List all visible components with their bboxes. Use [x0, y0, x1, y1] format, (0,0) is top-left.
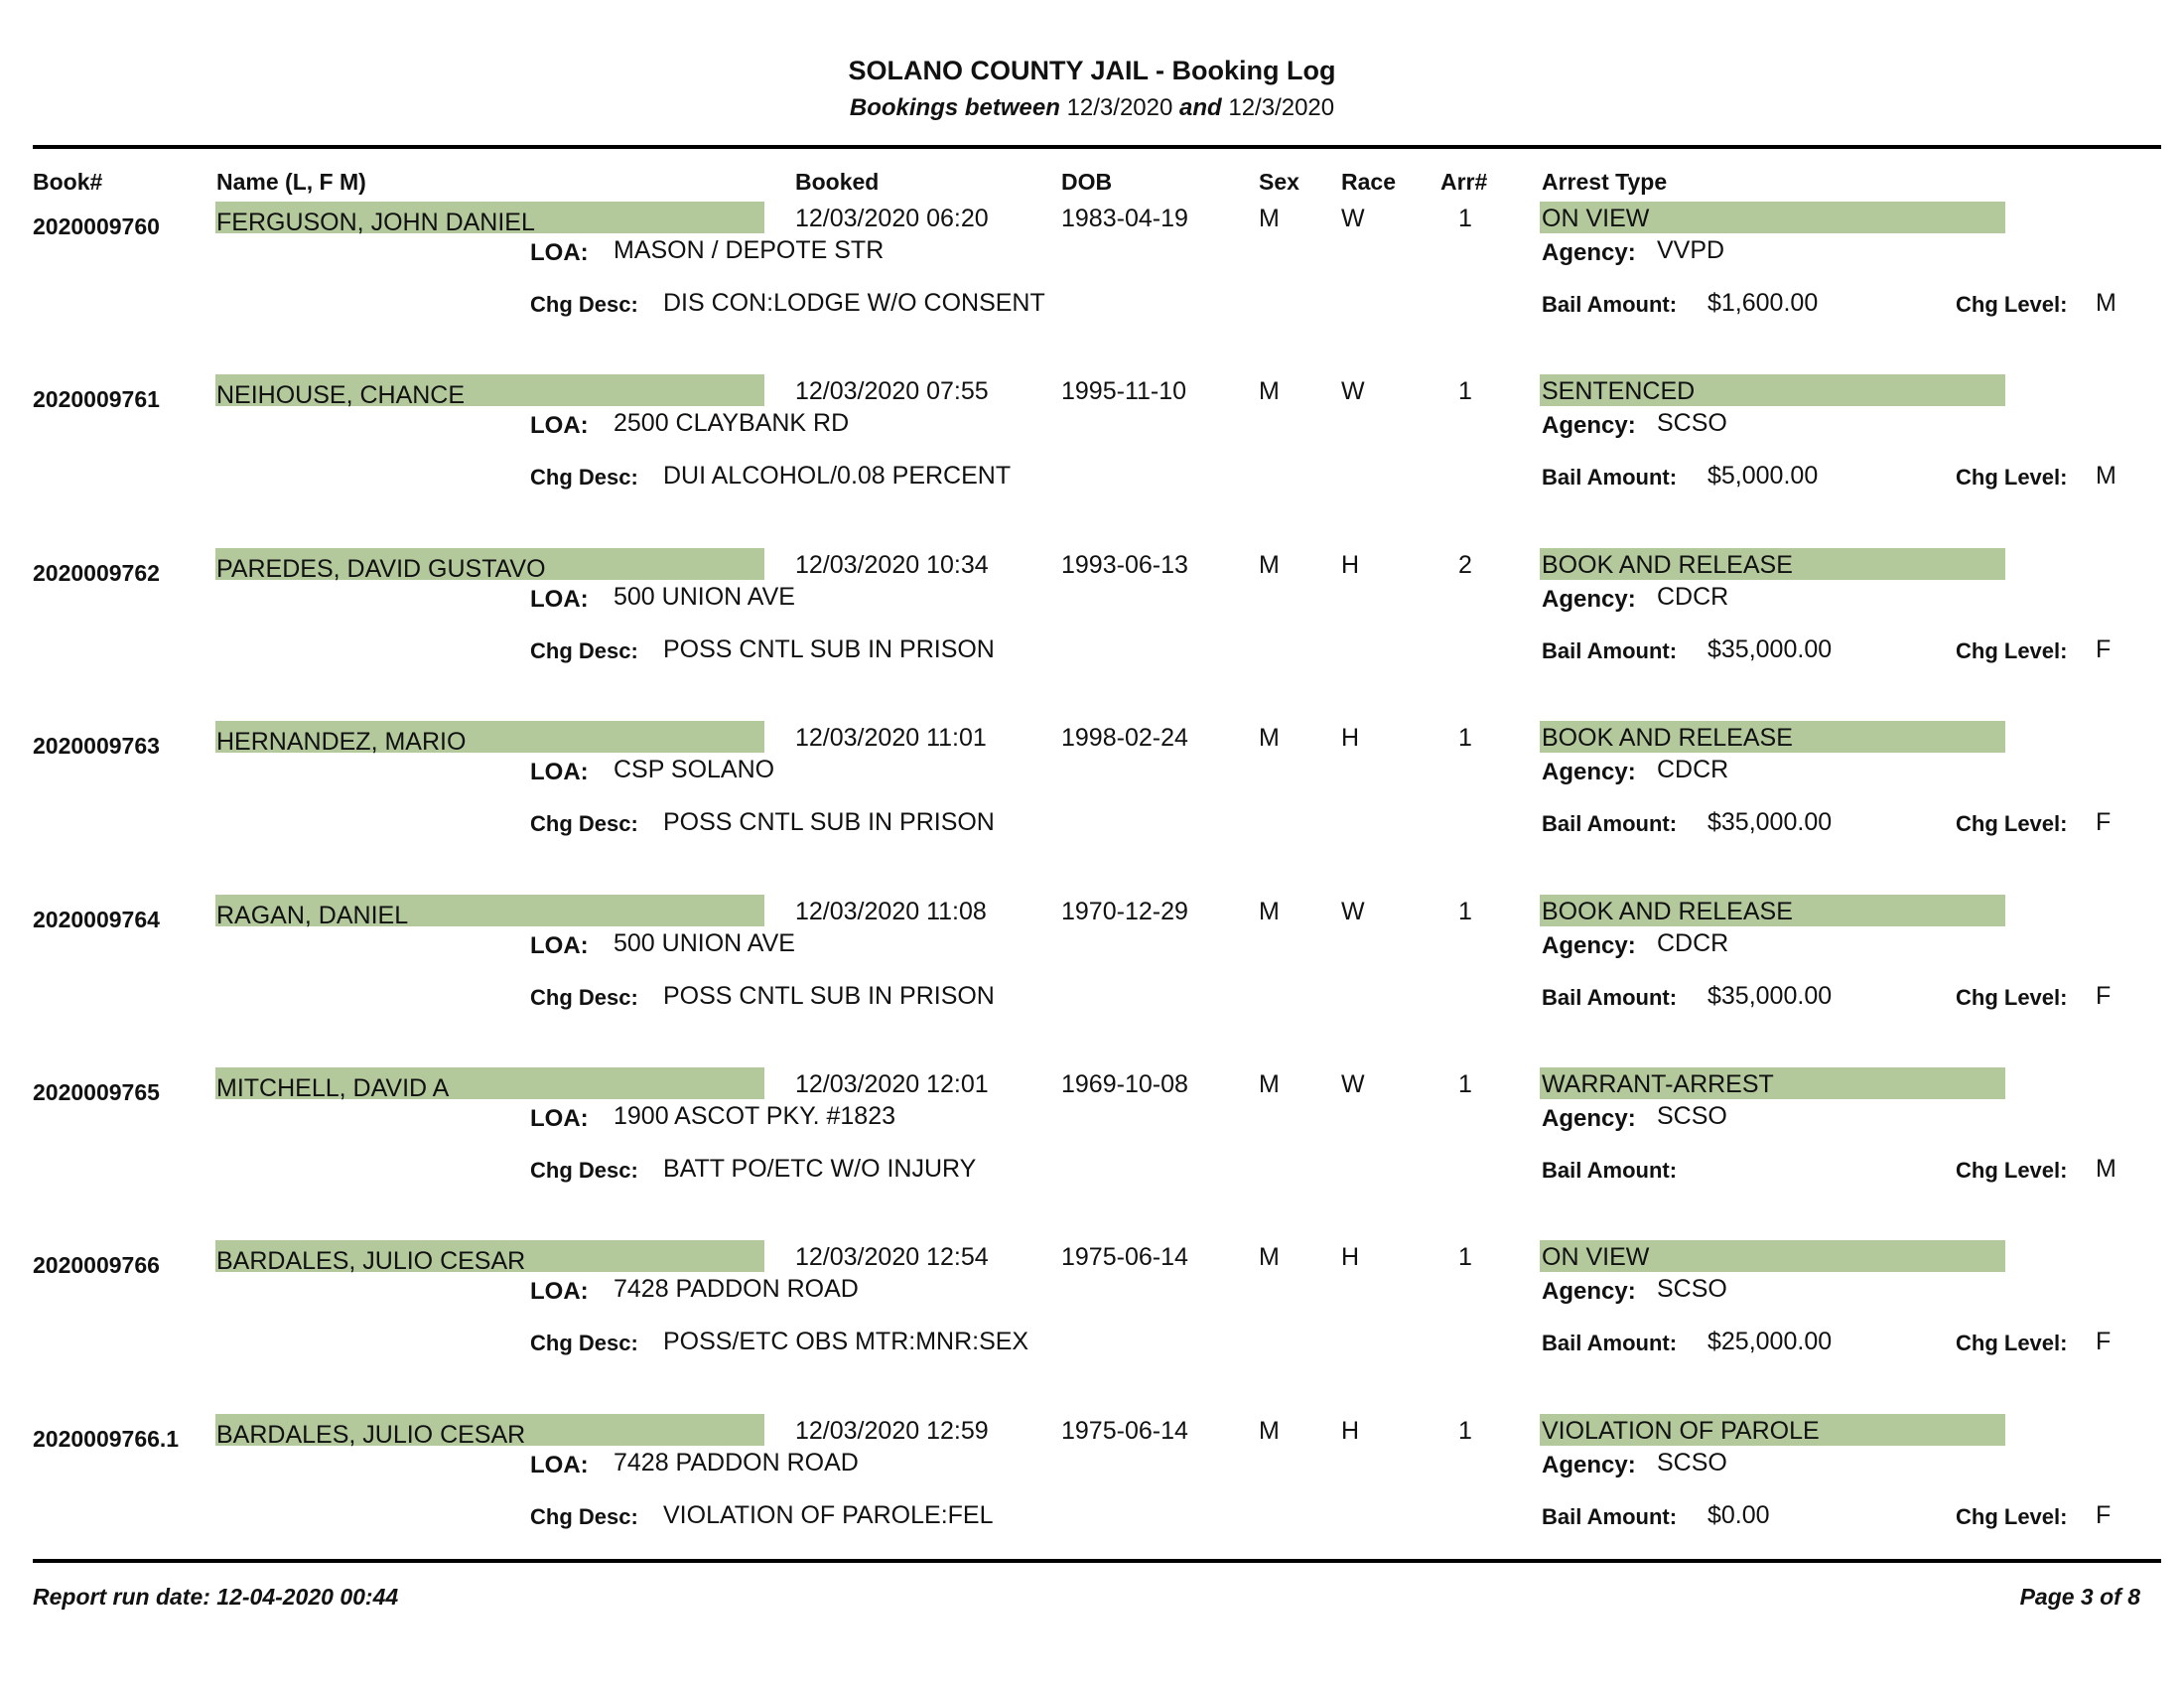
booking-record	[0, 895, 2184, 1067]
charge-level-label: Chg Level:	[1956, 811, 2068, 837]
booking-record	[0, 548, 2184, 721]
arrest-count: 1	[1458, 205, 1472, 232]
charge-desc-label: Chg Desc:	[530, 465, 638, 491]
sex: M	[1259, 205, 1280, 232]
bottom-divider	[33, 1559, 2161, 1563]
book-number: 2020009763	[33, 733, 160, 760]
date-of-birth: 1995-11-10	[1061, 377, 1187, 406]
charge-level: F	[2096, 1500, 2112, 1529]
col-header-dob: DOB	[1061, 169, 1113, 195]
charge-description: DUI ALCOHOL/0.08 PERCENT	[663, 462, 1012, 491]
booking-record	[0, 1067, 2184, 1240]
booked-datetime: 12/03/2020 07:55	[795, 377, 989, 406]
charge-desc-label: Chg Desc:	[530, 292, 638, 317]
race: W	[1341, 205, 1365, 232]
bail-amount: $35,000.00	[1707, 808, 1833, 837]
report-subtitle	[0, 94, 2184, 122]
booking-record	[0, 721, 2184, 894]
date-from: 12/3/2020	[1066, 94, 1173, 121]
race: W	[1341, 1070, 1365, 1098]
agency: CDCR	[1657, 582, 1729, 611]
booked-datetime: 12/03/2020 10:34	[795, 550, 989, 579]
agency-label: Agency:	[1542, 585, 1636, 613]
page-number: Page 3 of 8	[2019, 1584, 2140, 1610]
charge-description: POSS CNTL SUB IN PRISON	[663, 981, 995, 1010]
charge-level-label: Chg Level:	[1956, 465, 2068, 491]
arrest-type: BOOK AND RELEASE	[1542, 897, 1793, 925]
charge-level: F	[2096, 1328, 2112, 1356]
race: W	[1341, 377, 1365, 406]
agency: CDCR	[1657, 928, 1729, 957]
charge-description: POSS/ETC OBS MTR:MNR:SEX	[663, 1328, 1029, 1356]
loa-label: LOA:	[530, 1278, 589, 1306]
bail-label: Bail Amount:	[1542, 637, 1678, 663]
agency-label: Agency:	[1542, 1451, 1636, 1478]
charge-description: VIOLATION OF PAROLE:FEL	[663, 1500, 994, 1529]
loa-label: LOA:	[530, 931, 589, 959]
arrest-type: BOOK AND RELEASE	[1542, 724, 1793, 753]
charge-description: DIS CON:LODGE W/O CONSENT	[663, 289, 1045, 317]
inmate-name: BARDALES, JULIO CESAR	[216, 1420, 526, 1449]
inmate-name: RAGAN, DANIEL	[216, 901, 409, 929]
book-number: 2020009765	[33, 1079, 160, 1105]
book-number: 2020009760	[33, 213, 160, 239]
agency-label: Agency:	[1542, 931, 1636, 959]
location-of-arrest: MASON / DEPOTE STR	[614, 236, 885, 264]
bail-amount: $35,000.00	[1707, 981, 1833, 1010]
bail-label: Bail Amount:	[1542, 465, 1678, 491]
booked-datetime: 12/03/2020 06:20	[795, 205, 989, 232]
inmate-name: NEIHOUSE, CHANCE	[216, 381, 466, 410]
bail-label: Bail Amount:	[1542, 811, 1678, 837]
book-number: 2020009764	[33, 906, 160, 932]
inmate-name: HERNANDEZ, MARIO	[216, 728, 467, 757]
agency: SCSO	[1657, 409, 1727, 438]
date-of-birth: 1975-06-14	[1061, 1416, 1188, 1445]
race: W	[1341, 897, 1365, 925]
booking-record	[0, 1240, 2184, 1413]
inmate-name: MITCHELL, DAVID A	[216, 1074, 450, 1102]
charge-level: F	[2096, 981, 2112, 1010]
report-title: SOLANO COUNTY JAIL - Booking Log	[848, 56, 1336, 85]
charge-level-label: Chg Level:	[1956, 637, 2068, 663]
bail-amount: $1,600.00	[1707, 289, 1819, 317]
arrest-count: 1	[1458, 724, 1472, 753]
bail-amount: $25,000.00	[1707, 1328, 1833, 1356]
charge-level-label: Chg Level:	[1956, 1503, 2068, 1529]
subtitle-prefix: Bookings between	[849, 94, 1060, 121]
col-header-arr: Arr#	[1440, 169, 1488, 195]
date-of-birth: 1993-06-13	[1061, 550, 1188, 579]
location-of-arrest: 7428 PADDON ROAD	[614, 1448, 859, 1477]
bail-label: Bail Amount:	[1542, 1331, 1678, 1356]
charge-level: M	[2096, 1155, 2116, 1183]
location-of-arrest: 1900 ASCOT PKY. #1823	[614, 1102, 896, 1130]
date-of-birth: 1983-04-19	[1061, 205, 1188, 232]
date-of-birth: 1975-06-14	[1061, 1243, 1188, 1272]
col-header-sex: Sex	[1259, 169, 1299, 195]
charge-desc-label: Chg Desc:	[530, 984, 638, 1010]
bail-amount: $5,000.00	[1707, 462, 1819, 491]
booked-datetime: 12/03/2020 12:54	[795, 1243, 989, 1272]
charge-desc-label: Chg Desc:	[530, 1158, 638, 1183]
date-of-birth: 1998-02-24	[1061, 724, 1188, 753]
loa-label: LOA:	[530, 1451, 589, 1478]
arrest-count: 2	[1458, 550, 1472, 579]
arrest-type: SENTENCED	[1542, 377, 1696, 406]
col-header-name: Name (L, F M)	[216, 169, 366, 195]
sex: M	[1259, 1070, 1280, 1098]
charge-desc-label: Chg Desc:	[530, 637, 638, 663]
charge-description: POSS CNTL SUB IN PRISON	[663, 808, 995, 837]
book-number: 2020009761	[33, 386, 160, 413]
charge-description: BATT PO/ETC W/O INJURY	[663, 1155, 977, 1183]
bail-label: Bail Amount:	[1542, 984, 1678, 1010]
agency: SCSO	[1657, 1102, 1727, 1130]
loa-label: LOA:	[530, 239, 589, 266]
col-header-book: Book#	[33, 169, 103, 195]
arrest-count: 1	[1458, 897, 1472, 925]
charge-description: POSS CNTL SUB IN PRISON	[663, 634, 995, 663]
agency-label: Agency:	[1542, 239, 1636, 266]
charge-desc-label: Chg Desc:	[530, 1503, 638, 1529]
arrest-count: 1	[1458, 1070, 1472, 1098]
col-header-race: Race	[1341, 169, 1396, 195]
charge-level-label: Chg Level:	[1956, 292, 2068, 317]
sex: M	[1259, 724, 1280, 753]
location-of-arrest: 7428 PADDON ROAD	[614, 1275, 859, 1304]
agency: SCSO	[1657, 1448, 1727, 1477]
bail-label: Bail Amount:	[1542, 292, 1678, 317]
col-header-booked: Booked	[795, 169, 880, 195]
date-to: 12/3/2020	[1228, 94, 1335, 121]
sex: M	[1259, 1243, 1280, 1272]
loa-label: LOA:	[530, 759, 589, 786]
charge-level: M	[2096, 289, 2116, 317]
agency-label: Agency:	[1542, 1278, 1636, 1306]
date-of-birth: 1970-12-29	[1061, 897, 1188, 925]
agency: CDCR	[1657, 756, 1729, 784]
agency: VVPD	[1657, 236, 1725, 264]
arrest-count: 1	[1458, 1243, 1472, 1272]
arrest-count: 1	[1458, 1416, 1472, 1445]
subtitle-and: and	[1179, 94, 1222, 121]
book-number: 2020009766.1	[33, 1425, 180, 1452]
agency-label: Agency:	[1542, 759, 1636, 786]
report-run-date: Report run date: 12-04-2020 00:44	[33, 1584, 399, 1610]
location-of-arrest: 2500 CLAYBANK RD	[614, 409, 850, 438]
sex: M	[1259, 897, 1280, 925]
sex: M	[1259, 1416, 1280, 1445]
race: H	[1341, 1243, 1360, 1272]
bail-amount: $0.00	[1707, 1500, 1770, 1529]
arrest-type: ON VIEW	[1542, 205, 1650, 232]
loa-label: LOA:	[530, 585, 589, 613]
loa-label: LOA:	[530, 412, 589, 440]
booked-datetime: 12/03/2020 12:59	[795, 1416, 989, 1445]
charge-level-label: Chg Level:	[1956, 984, 2068, 1010]
inmate-name: PAREDES, DAVID GUSTAVO	[216, 554, 546, 583]
charge-level-label: Chg Level:	[1956, 1331, 2068, 1356]
charge-level: F	[2096, 634, 2112, 663]
booked-datetime: 12/03/2020 11:01	[795, 724, 987, 753]
location-of-arrest: 500 UNION AVE	[614, 582, 795, 611]
charge-desc-label: Chg Desc:	[530, 811, 638, 837]
bail-label: Bail Amount:	[1542, 1503, 1678, 1529]
arrest-type: VIOLATION OF PAROLE	[1542, 1416, 1820, 1445]
date-of-birth: 1969-10-08	[1061, 1070, 1188, 1098]
arrest-type: WARRANT-ARREST	[1542, 1070, 1774, 1098]
arrest-count: 1	[1458, 377, 1472, 406]
agency-label: Agency:	[1542, 412, 1636, 440]
sex: M	[1259, 550, 1280, 579]
bail-amount: $35,000.00	[1707, 634, 1833, 663]
booked-datetime: 12/03/2020 11:08	[795, 897, 987, 925]
charge-level: M	[2096, 462, 2116, 491]
charge-level-label: Chg Level:	[1956, 1158, 2068, 1183]
agency: SCSO	[1657, 1275, 1727, 1304]
arrest-type: ON VIEW	[1542, 1243, 1650, 1272]
booked-datetime: 12/03/2020 12:01	[795, 1070, 989, 1098]
race: H	[1341, 1416, 1360, 1445]
location-of-arrest: 500 UNION AVE	[614, 928, 795, 957]
book-number: 2020009762	[33, 559, 160, 586]
charge-desc-label: Chg Desc:	[530, 1331, 638, 1356]
sex: M	[1259, 377, 1280, 406]
race: H	[1341, 724, 1360, 753]
top-divider	[33, 145, 2161, 149]
charge-level: F	[2096, 808, 2112, 837]
location-of-arrest: CSP SOLANO	[614, 756, 775, 784]
booking-record	[0, 202, 2184, 374]
inmate-name: BARDALES, JULIO CESAR	[216, 1247, 526, 1276]
col-header-arrest-type: Arrest Type	[1542, 169, 1668, 195]
inmate-name: FERGUSON, JOHN DANIEL	[216, 209, 535, 236]
loa-label: LOA:	[530, 1105, 589, 1132]
race: H	[1341, 550, 1360, 579]
booking-record	[0, 374, 2184, 547]
bail-label: Bail Amount:	[1542, 1158, 1678, 1183]
arrest-type: BOOK AND RELEASE	[1542, 550, 1793, 579]
book-number: 2020009766	[33, 1252, 160, 1279]
agency-label: Agency:	[1542, 1105, 1636, 1132]
